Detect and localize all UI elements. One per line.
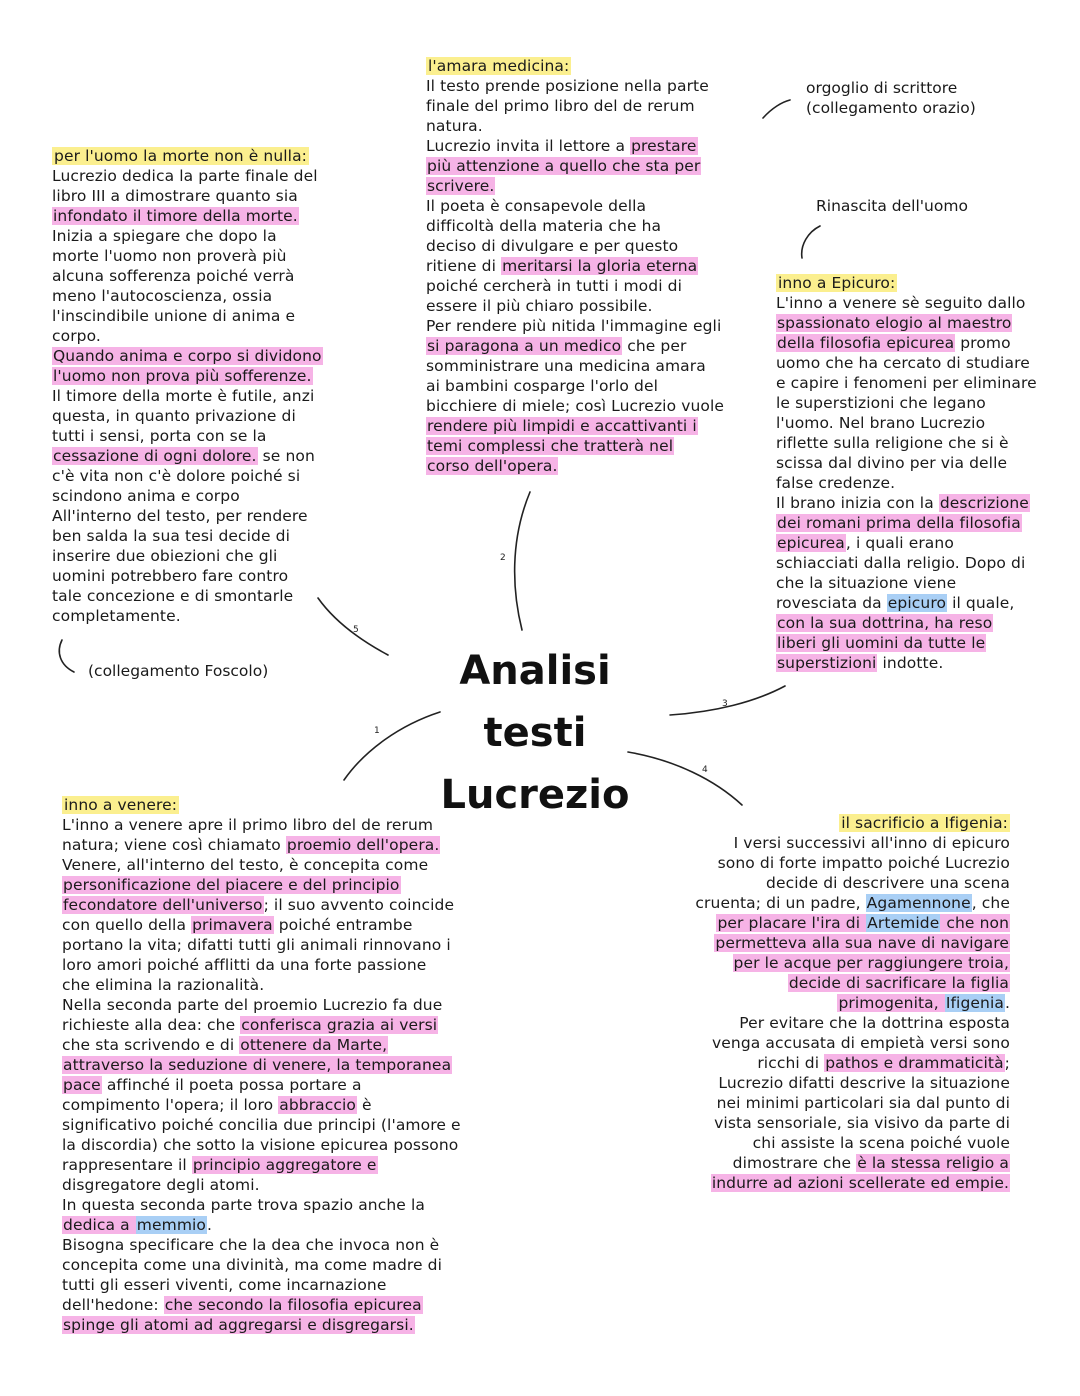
text-line <box>52 486 352 506</box>
text-segment: sono di forte impatto poiché Lucrezio <box>717 854 1010 872</box>
text-line <box>776 553 1066 573</box>
text-segment: poiché cercherà in tutti i modi di <box>426 277 682 295</box>
text-segment: c'è vita non c'è dolore poiché si <box>52 467 301 485</box>
text-segment: Venere, all'interno del testo, è concepita come <box>62 856 429 874</box>
text-line <box>426 456 746 476</box>
text-segment: decide di descrivere una scena <box>766 874 1010 892</box>
highlighted-text: fecondatore dell'universo <box>63 896 263 914</box>
text-segment: portano la vita; difatti tutti gli animali rinnovano i <box>62 936 451 954</box>
section-body <box>776 293 1066 673</box>
text-line <box>62 1135 512 1155</box>
text-line <box>62 955 512 975</box>
highlighted-text: Artemide <box>867 914 940 932</box>
text-segment: significativo poiché concilia due principi (l'amore e <box>62 1116 461 1134</box>
text-segment: dimostrare che <box>732 1154 857 1172</box>
text-line <box>62 1035 512 1055</box>
highlighted-text: dedica a <box>63 1216 135 1234</box>
text-line <box>426 396 746 416</box>
section-heading: inno a venere: <box>64 796 178 814</box>
text-segment: cruenta; di un padre, <box>695 894 866 912</box>
text-segment: , che <box>971 894 1010 912</box>
text-segment: tutti gli esseri viventi, come incarnazione <box>62 1276 387 1294</box>
highlighted-text: che non <box>941 914 1009 932</box>
text-segment: rovesciata da <box>776 594 887 612</box>
highlighted-text: Quando anima e corpo si dividono <box>53 347 322 365</box>
highlighted-text: epicurea <box>777 534 845 552</box>
text-segment: corpo. <box>52 327 101 345</box>
text-segment: In questa seconda parte trova spazio anche la <box>62 1196 425 1214</box>
text-segment: la discordia) che sotto la visione epicurea possono <box>62 1136 459 1154</box>
text-segment: Per evitare che la dottrina esposta <box>739 1014 1010 1032</box>
text-line <box>62 895 512 915</box>
text-segment: natura; viene così chiamato <box>62 836 286 854</box>
text-line <box>52 366 352 386</box>
text-line <box>776 653 1066 673</box>
text-line <box>62 1055 512 1075</box>
text-segment: se non <box>257 447 315 465</box>
highlighted-text: memmio <box>136 1216 207 1234</box>
text-segment: Il testo prende posizione nella parte <box>426 77 709 95</box>
text-line <box>52 506 352 526</box>
text-segment: chi assiste la scena poiché vuole <box>752 1134 1010 1152</box>
branch-number-5: 5 <box>353 625 359 635</box>
highlighted-text: che secondo la filosofia epicurea <box>164 1296 422 1314</box>
text-line <box>776 613 1066 633</box>
text-line <box>776 633 1066 653</box>
text-segment: Nella seconda parte del proemio Lucrezio fa due <box>62 996 443 1014</box>
highlighted-text: primavera <box>192 916 273 934</box>
highlighted-text: prestare <box>631 137 697 155</box>
text-line <box>426 256 746 276</box>
text-segment: bicchiere di miele; così Lucrezio vuole <box>426 397 725 415</box>
connector-orazio <box>763 100 790 118</box>
text-line <box>62 995 512 1015</box>
branch-number-2: 2 <box>500 553 506 563</box>
text-line <box>426 236 746 256</box>
highlighted-text: descrizione <box>939 494 1029 512</box>
text-line <box>62 1255 512 1275</box>
branch-number-1: 1 <box>374 726 380 736</box>
text-segment: . <box>1004 994 1010 1012</box>
text-segment: scindono anima e corpo <box>52 487 240 505</box>
text-segment: con quello della <box>62 916 192 934</box>
section-body <box>52 166 352 626</box>
note-orazio-line-1: orgoglio di scrittore <box>806 79 958 97</box>
text-line <box>62 915 512 935</box>
text-segment: morte l'uomo non proverà più <box>52 247 287 265</box>
text-segment: ; <box>1004 1054 1010 1072</box>
text-line <box>62 875 512 895</box>
text-line <box>52 346 352 366</box>
text-segment: , i quali erano <box>845 534 954 552</box>
text-segment: loro amori poiché afflitti da una forte passione <box>62 956 427 974</box>
text-line <box>62 935 512 955</box>
text-line <box>670 953 1010 973</box>
highlighted-text: permetteva alla sua nave di navigare <box>715 934 1009 952</box>
text-line <box>62 815 512 835</box>
text-line <box>670 1093 1010 1113</box>
section-heading: inno a Epicuro: <box>778 274 896 292</box>
section-heading: l'amara medicina: <box>428 57 570 75</box>
text-line <box>52 466 352 486</box>
text-segment: Lucrezio difatti descrive la situazione <box>718 1074 1010 1092</box>
connector-rinascita <box>802 226 820 258</box>
highlighted-text: indurre ad azioni scellerate ed empie. <box>711 1174 1009 1192</box>
text-line <box>426 96 746 116</box>
connector-lucrezio-epicuro <box>670 686 785 715</box>
text-line <box>52 206 352 226</box>
text-line <box>426 416 746 436</box>
text-segment: l'inscindibile unione di anima e <box>52 307 296 325</box>
connector-foscolo <box>59 640 74 672</box>
text-segment: ; il suo avvento coincide <box>263 896 455 914</box>
text-line <box>52 246 352 266</box>
highlighted-text: primogenita, <box>838 994 944 1012</box>
highlighted-text: rendere più limpidi e accattivanti i <box>427 417 697 435</box>
text-line <box>62 1315 512 1335</box>
highlighted-text: della filosofia epicurea <box>777 334 955 352</box>
text-segment: Lucrezio invita il lettore a <box>426 137 631 155</box>
text-line <box>62 1235 512 1255</box>
highlighted-text: si paragona a un medico <box>427 337 622 355</box>
text-segment: promo <box>955 334 1011 352</box>
text-line <box>426 316 746 336</box>
highlighted-text: l'uomo non prova più sofferenze. <box>53 367 312 385</box>
text-segment: tutti i sensi, porta con se la <box>52 427 267 445</box>
text-line <box>670 1153 1010 1173</box>
text-line <box>62 1115 512 1135</box>
highlighted-text: più attenzione a quello che sta per <box>427 157 701 175</box>
text-segment: false credenze. <box>776 474 896 492</box>
text-line <box>426 336 746 356</box>
text-segment: compimento l'opera; il loro <box>62 1096 279 1114</box>
highlighted-text: infondato il timore della morte. <box>53 207 298 225</box>
highlighted-text: conferisca grazia ai versi <box>241 1016 438 1034</box>
text-line <box>776 293 1066 313</box>
text-segment: Il poeta è consapevole della <box>426 197 647 215</box>
text-segment: ricchi di <box>757 1054 825 1072</box>
text-line <box>62 855 512 875</box>
text-line <box>52 226 352 246</box>
text-line <box>670 1073 1010 1093</box>
text-segment: Lucrezio dedica la parte finale del <box>52 167 318 185</box>
text-line <box>670 893 1010 913</box>
text-segment: vista sensoriale, sia visivo da parte di <box>714 1114 1010 1132</box>
text-segment: scissa dal divino per via delle <box>776 454 1008 472</box>
text-line <box>670 933 1010 953</box>
highlighted-text: Agamennone <box>866 894 971 912</box>
highlighted-text: ottenere da Marte, <box>240 1036 388 1054</box>
text-line <box>776 573 1066 593</box>
text-line <box>52 606 352 626</box>
note-foscolo: (collegamento Foscolo) <box>88 662 269 680</box>
text-line <box>52 546 352 566</box>
text-line <box>52 286 352 306</box>
text-line <box>426 156 746 176</box>
text-segment: completamente. <box>52 607 181 625</box>
text-segment: ben salda la sua tesi decide di <box>52 527 290 545</box>
text-line <box>426 276 746 296</box>
text-line <box>52 526 352 546</box>
text-segment: All'interno del testo, per rendere <box>52 507 308 525</box>
section-venere <box>62 795 512 1335</box>
text-line <box>62 835 512 855</box>
text-line <box>52 306 352 326</box>
text-segment: nei minimi particolari sia dal punto di <box>716 1094 1010 1112</box>
text-line <box>62 1155 512 1175</box>
highlighted-text: dei romani prima della filosofia <box>777 514 1021 532</box>
text-line <box>776 393 1066 413</box>
highlighted-text: è la stessa religio a <box>857 1154 1009 1172</box>
text-line <box>52 386 352 406</box>
text-line <box>426 196 746 216</box>
text-segment: finale del primo libro del de rerum <box>426 97 695 115</box>
section-body <box>426 76 746 476</box>
text-line <box>670 1053 1010 1073</box>
text-line <box>62 1195 512 1215</box>
text-segment: Per rendere più nitida l'immagine egli <box>426 317 722 335</box>
text-segment: affinché il poeta possa portare a <box>101 1076 362 1094</box>
text-line <box>776 593 1066 613</box>
text-line <box>52 566 352 586</box>
text-segment: Il brano inizia con la <box>776 494 939 512</box>
text-segment: richieste alla dea: che <box>62 1016 241 1034</box>
branch-number-3: 3 <box>722 699 728 709</box>
highlighted-text: abbraccio <box>279 1096 356 1114</box>
text-line <box>426 116 746 136</box>
text-line <box>670 913 1010 933</box>
text-segment: somministrare una medicina amara <box>426 357 706 375</box>
text-line <box>52 266 352 286</box>
highlighted-text: corso dell'opera. <box>427 457 558 475</box>
branch-number-4: 4 <box>702 765 708 775</box>
highlighted-text: principio aggregatore e <box>192 1156 377 1174</box>
text-line <box>776 473 1066 493</box>
text-segment: poiché entrambe <box>273 916 413 934</box>
title-line-1: Analisi testi <box>459 648 611 756</box>
text-line <box>62 1075 512 1095</box>
text-segment: il quale, <box>947 594 1015 612</box>
section-heading: per l'uomo la morte non è nulla: <box>54 147 307 165</box>
connector-lucrezio-medicina <box>515 492 530 630</box>
text-line <box>52 426 352 446</box>
text-line <box>426 76 746 96</box>
highlighted-text: cessazione di ogni dolore. <box>53 447 257 465</box>
text-line <box>670 853 1010 873</box>
text-segment: le superstizioni che legano <box>776 394 986 412</box>
text-segment: che sta scrivendo e di <box>62 1036 240 1054</box>
text-segment: concepita come una divinità, ma come madre di <box>62 1256 443 1274</box>
text-segment: schiacciati dalla religio. Dopo di <box>776 554 1026 572</box>
highlighted-text: pathos e drammaticità <box>825 1054 1004 1072</box>
text-line <box>670 873 1010 893</box>
text-segment: uomini potrebbero fare contro <box>52 567 289 585</box>
text-segment: I versi successivi all'inno di epicuro <box>733 834 1010 852</box>
text-line <box>776 533 1066 553</box>
text-line <box>670 1133 1010 1153</box>
text-segment: difficoltà della materia che ha <box>426 217 662 235</box>
text-line <box>52 166 352 186</box>
highlighted-text: meritarsi la gloria eterna <box>502 257 698 275</box>
text-line <box>776 453 1066 473</box>
text-line <box>776 513 1066 533</box>
text-segment: l'uomo. Nel brano Lucrezio <box>776 414 986 432</box>
text-segment: è <box>357 1096 372 1114</box>
text-line <box>426 216 746 236</box>
text-segment: L'inno a venere apre il primo libro del de rerum <box>62 816 434 834</box>
text-segment: riflette sulla religione che si è <box>776 434 1009 452</box>
text-line <box>426 356 746 376</box>
text-segment: disgregatore degli atomi. <box>62 1176 260 1194</box>
text-line <box>52 326 352 346</box>
text-segment: essere il più chiaro possibile. <box>426 297 653 315</box>
text-segment: L'inno a venere sè seguito dallo <box>776 294 1026 312</box>
text-line <box>62 1095 512 1115</box>
text-line <box>52 406 352 426</box>
text-line <box>776 493 1066 513</box>
highlighted-text: pace <box>63 1076 101 1094</box>
text-line <box>776 313 1066 333</box>
highlighted-text: spassionato elogio al maestro <box>777 314 1012 332</box>
highlighted-text: personificazione del piacere e del principio <box>63 876 400 894</box>
text-segment: inserire due obiezioni che gli <box>52 547 278 565</box>
highlighted-text: attraverso la seduzione di venere, la temporanea <box>63 1056 452 1074</box>
text-line <box>776 353 1066 373</box>
highlighted-text: Ifigenia <box>945 994 1004 1012</box>
text-segment: tale concezione e di smontarle <box>52 587 294 605</box>
note-orazio-line-2: (collegamento orazio) <box>806 99 976 117</box>
text-line <box>62 1295 512 1315</box>
text-segment: . <box>207 1216 213 1234</box>
section-morte <box>52 146 352 626</box>
text-line <box>426 376 746 396</box>
text-line <box>670 1033 1010 1053</box>
highlighted-text: proemio dell'opera. <box>286 836 440 854</box>
section-body <box>670 833 1010 1193</box>
text-segment: che per <box>622 337 687 355</box>
text-segment: che la situazione viene <box>776 574 957 592</box>
note-rinascita: Rinascita dell'uomo <box>816 197 968 215</box>
text-line <box>670 993 1010 1013</box>
text-segment: Bisogna specificare che la dea che invoca non è <box>62 1236 440 1254</box>
section-body <box>62 815 512 1335</box>
text-segment: Inizia a spiegare che dopo la <box>52 227 277 245</box>
highlighted-text: scrivere. <box>427 177 495 195</box>
text-line <box>670 973 1010 993</box>
text-line <box>62 1175 512 1195</box>
section-ifigenia <box>670 813 1010 1193</box>
section-heading: il sacrificio a Ifigenia: <box>841 814 1008 832</box>
text-segment: indotte. <box>877 654 944 672</box>
text-line <box>670 1173 1010 1193</box>
text-line <box>776 433 1066 453</box>
text-segment: e capire i fenomeni per eliminare <box>776 374 1037 392</box>
text-segment: ai bambini cosparge l'orlo del <box>426 377 659 395</box>
highlighted-text: liberi gli uomini da tutte le <box>777 634 986 652</box>
text-segment: ritiene di <box>426 257 502 275</box>
text-segment: venga accusata di empietà versi sono <box>712 1034 1010 1052</box>
text-segment: natura. <box>426 117 483 135</box>
text-segment: uomo che ha cercato di studiare <box>776 354 1030 372</box>
text-segment: rappresentare il <box>62 1156 192 1174</box>
highlighted-text: temi complessi che tratterà nel <box>427 437 674 455</box>
text-line <box>670 1013 1010 1033</box>
text-line <box>52 586 352 606</box>
text-line <box>52 446 352 466</box>
text-line <box>776 413 1066 433</box>
highlighted-text: con la sua dottrina, ha reso <box>777 614 993 632</box>
title-line-2: Lucrezio <box>440 772 630 818</box>
text-segment: questa, in quanto privazione di <box>52 407 296 425</box>
section-epicuro <box>776 273 1066 673</box>
text-line <box>776 373 1066 393</box>
text-segment: alcuna sofferenza poiché verrà <box>52 267 295 285</box>
text-line <box>670 833 1010 853</box>
text-line <box>426 136 746 156</box>
text-line <box>670 1113 1010 1133</box>
text-segment: che elimina la razionalità. <box>62 976 265 994</box>
text-line <box>62 1275 512 1295</box>
text-segment: libro III a dimostrare quanto sia <box>52 187 298 205</box>
highlighted-text: per le acque per raggiungere troia, <box>733 954 1009 972</box>
highlighted-text: decide di sacrificare la figlia <box>788 974 1009 992</box>
highlighted-text: superstizioni <box>777 654 877 672</box>
text-line <box>426 296 746 316</box>
highlighted-text: spinge gli atomi ad aggregarsi e disgregarsi. <box>63 1316 414 1334</box>
text-line <box>62 975 512 995</box>
text-segment: deciso di divulgare e per questo <box>426 237 679 255</box>
text-segment: meno l'autocoscienza, ossia <box>52 287 273 305</box>
text-segment: dell'hedone: <box>62 1296 164 1314</box>
text-segment: Il timore della morte è futile, anzi <box>52 387 315 405</box>
highlighted-text: per placare l'ira di <box>717 914 866 932</box>
text-line <box>426 176 746 196</box>
highlighted-text: epicuro <box>887 594 947 612</box>
text-line <box>62 1015 512 1035</box>
text-line <box>52 186 352 206</box>
text-line <box>426 436 746 456</box>
text-line <box>776 333 1066 353</box>
text-line <box>62 1215 512 1235</box>
note-orazio <box>806 78 976 118</box>
section-medicina <box>426 56 746 476</box>
